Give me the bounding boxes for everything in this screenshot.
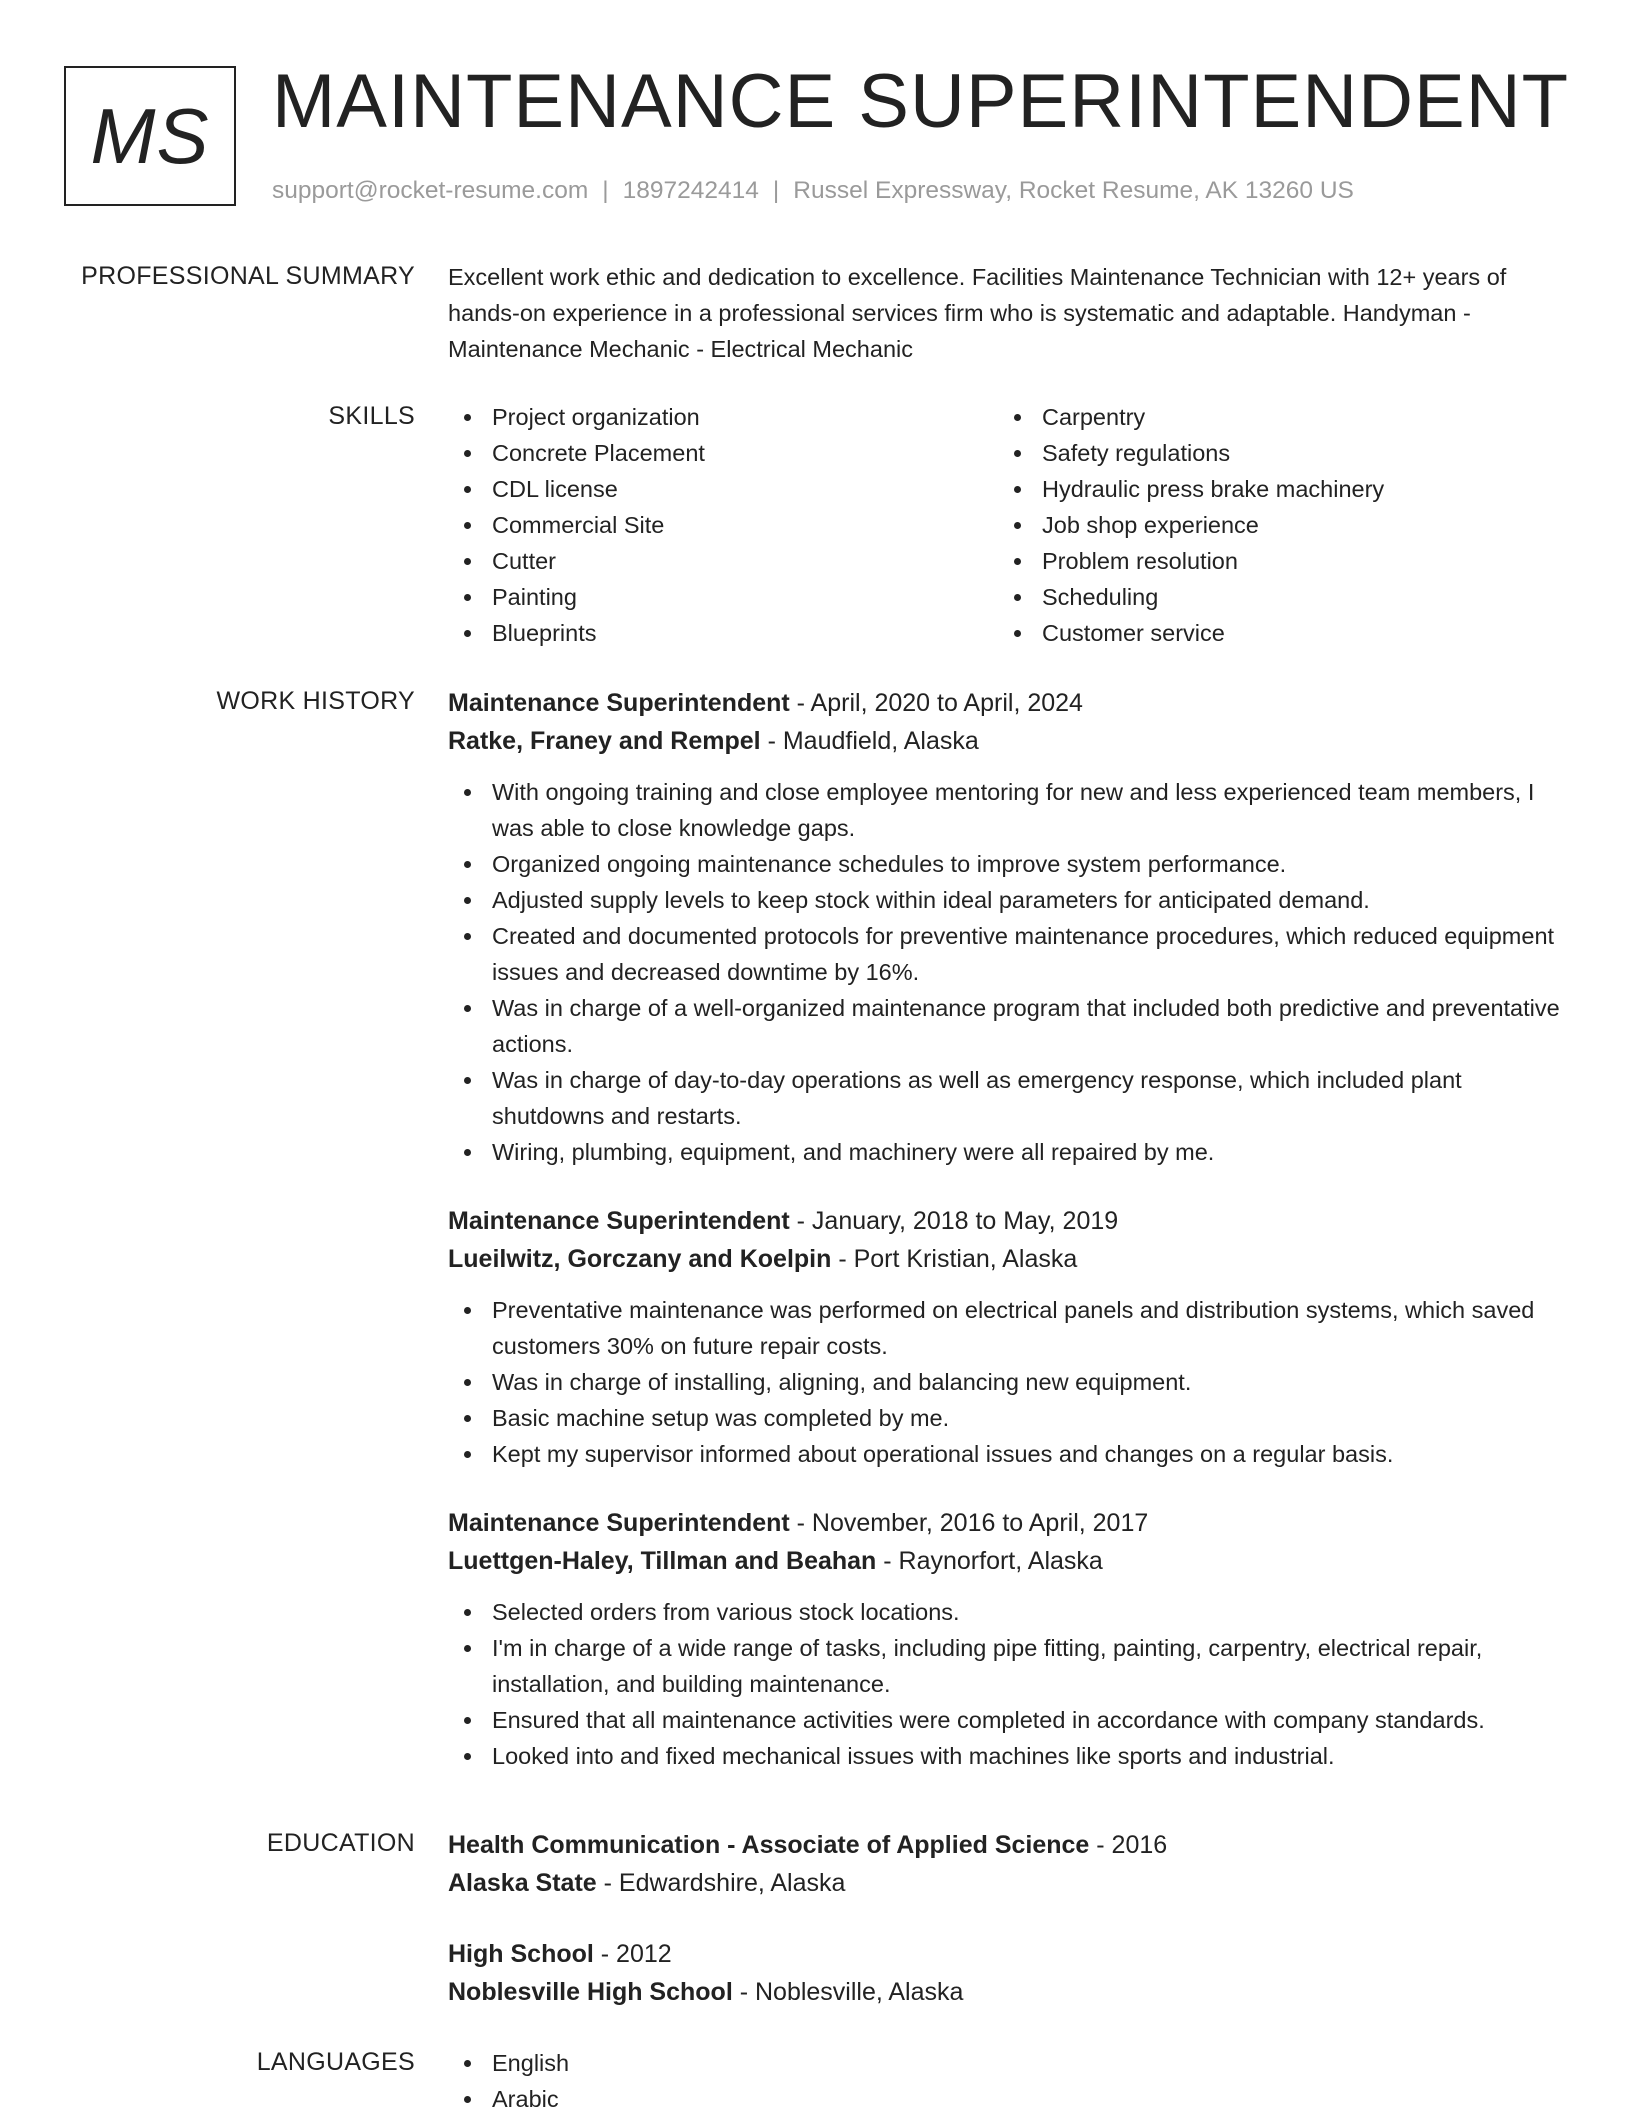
education-content [448,1826,1560,2044]
education-degree-line [448,1826,1560,1864]
job-entry [448,1202,1560,1472]
skill-item: Carpentry [998,399,1548,435]
education-school: Noblesville High School [448,1978,733,2006]
education-school: Alaska State [448,1869,597,1897]
contact-line [272,174,1354,208]
job-bullet: Wiring, plumbing, equipment, and machinery were all repaired by me. [448,1134,1560,1170]
monogram: MS [64,66,236,206]
page-title: MAINTENANCE SUPERINTENDENT [272,59,1569,144]
skill-item: CDL license [448,471,998,507]
job-company: Luettgen-Haley, Tillman and Beahan [448,1547,877,1575]
job-location: - Port Kristian, Alaska [831,1245,1078,1273]
contact-separator: | [602,177,609,204]
languages-list [448,2045,1560,2117]
job-title-line [448,1202,1560,1240]
job-bullet: Organized ongoing maintenance schedules to improve system performance. [448,846,1560,882]
education-entry [448,1826,1560,1902]
skills-columns [448,399,1560,651]
job-title: Maintenance Superintendent [448,1207,790,1235]
job-bullet: Selected orders from various stock locations. [448,1594,1560,1630]
job-title: Maintenance Superintendent [448,1509,790,1537]
job-dates: - April, 2020 to April, 2024 [789,689,1083,717]
job-bullets [448,1594,1560,1774]
job-company-line [448,1240,1560,1278]
job-title-line [448,684,1560,722]
job-company: Lueilwitz, Gorczany and Koelpin [448,1245,832,1273]
skill-item: Scheduling [998,579,1548,615]
job-location: - Maudfield, Alaska [760,727,979,755]
job-entry [448,1504,1560,1774]
job-bullets [448,774,1560,1170]
job-dates: - November, 2016 to April, 2017 [789,1509,1149,1537]
job-title-line [448,1504,1560,1542]
skill-item: Painting [448,579,998,615]
skill-item: Concrete Placement [448,435,998,471]
job-bullet: Was in charge of day-to-day operations as well as emergency response, which included plant shutdowns and restarts. [448,1062,1560,1134]
education-entry [448,1935,1560,2011]
job-bullet: Was in charge of a well-organized maintenance program that included both predictive and preventative actions. [448,990,1560,1062]
education-degree-line [448,1935,1560,1973]
contact-phone[interactable]: 1897242414 [622,177,759,204]
education-school-line [448,1973,1560,2011]
section-label-skills: SKILLS [328,402,415,430]
summary-text: Excellent work ethic and dedication to excellence. Facilities Maintenance Technician with 12+ years of hands-on experience in a professional services firm who is systematic and adaptable. Handyman - Maintenance Mechanic - Electrical Mechanic [448,264,1507,362]
job-company-line [448,722,1560,760]
contact-address: Russel Expressway, Rocket Resume, AK 13260 US [793,177,1354,204]
job-bullet: I'm in charge of a wide range of tasks, including pipe fitting, painting, carpentry, electrical repair, installation, and building maintenance. [448,1630,1560,1702]
job-company-line [448,1542,1560,1580]
skill-item: Job shop experience [998,507,1548,543]
education-location: - Noblesville, Alaska [732,1978,964,2006]
education-year: - 2016 [1089,1831,1168,1859]
job-dates: - January, 2018 to May, 2019 [789,1207,1119,1235]
job-title: Maintenance Superintendent [448,689,790,717]
skills-list-right [998,399,1548,651]
skill-item: Problem resolution [998,543,1548,579]
language-item: English [448,2045,1560,2081]
skill-item: Blueprints [448,615,998,651]
job-bullet: Created and documented protocols for preventive maintenance procedures, which reduced equipment issues and decreased downtime by 16%. [448,918,1560,990]
section-label-languages: LANGUAGES [256,2048,415,2076]
work-content [448,684,1560,1806]
job-entry [448,684,1560,1170]
skill-item: Cutter [448,543,998,579]
section-label-education: EDUCATION [266,1829,415,1857]
job-bullet: Preventative maintenance was performed on electrical panels and distribution systems, which saved customers 30% on future repair costs. [448,1292,1560,1364]
job-bullet: Ensured that all maintenance activities were completed in accordance with company standards. [448,1702,1560,1738]
job-bullet: Looked into and fixed mechanical issues with machines like sports and industrial. [448,1738,1560,1774]
contact-email[interactable]: support@rocket-resume.com [272,177,589,204]
job-bullets [448,1292,1560,1472]
skill-item: Commercial Site [448,507,998,543]
skill-item: Project organization [448,399,998,435]
contact-separator: | [772,177,780,204]
job-bullet: With ongoing training and close employee mentoring for new and less experienced team members, I was able to close knowledge gaps. [448,774,1560,846]
job-bullet: Adjusted supply levels to keep stock within ideal parameters for anticipated demand. [448,882,1560,918]
job-company: Ratke, Franey and Rempel [448,727,761,755]
job-bullet: Kept my supervisor informed about operational issues and changes on a regular basis. [448,1436,1560,1472]
skill-item: Hydraulic press brake machinery [998,471,1548,507]
section-label-work: WORK HISTORY [216,687,415,715]
education-location: - Edwardshire, Alaska [596,1869,846,1897]
education-school-line [448,1864,1560,1902]
education-degree: Health Communication - Associate of Applied Science [448,1831,1090,1859]
section-label-summary: PROFESSIONAL SUMMARY [81,262,415,290]
language-item: Arabic [448,2081,1560,2117]
job-bullet: Was in charge of installing, aligning, and balancing new equipment. [448,1364,1560,1400]
education-degree: High School [448,1940,594,1968]
summary-content [448,259,1560,367]
skills-list-left [448,399,998,651]
education-year: - 2012 [593,1940,672,1968]
skill-item: Customer service [998,615,1548,651]
skill-item: Safety regulations [998,435,1548,471]
skills-content [448,399,1560,651]
job-location: - Raynorfort, Alaska [876,1547,1103,1575]
languages-content [448,2045,1560,2117]
job-bullet: Basic machine setup was completed by me. [448,1400,1560,1436]
